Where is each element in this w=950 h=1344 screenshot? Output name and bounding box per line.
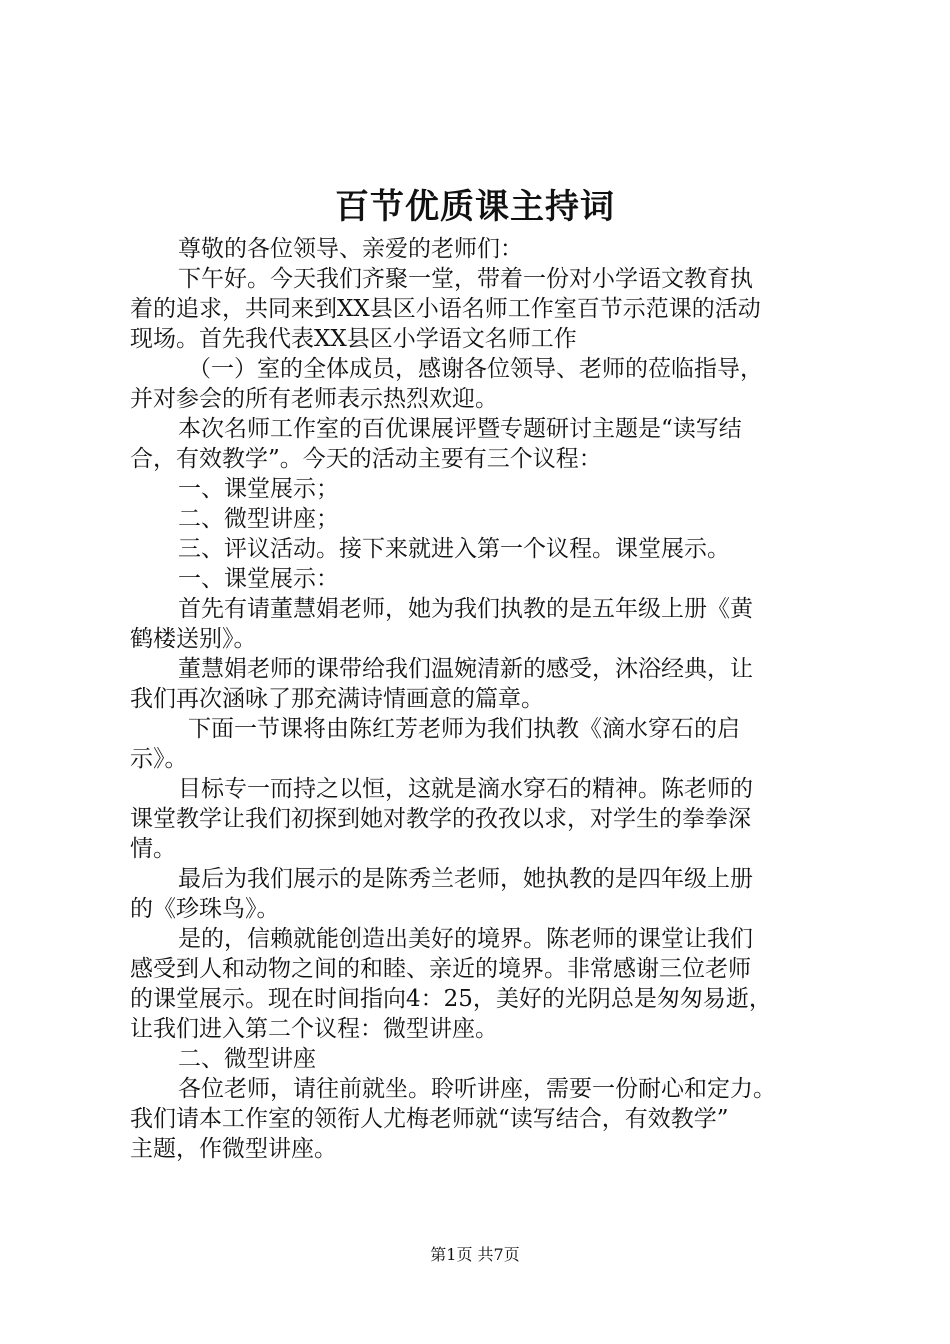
document-title: 百节优质课主持词 (335, 187, 615, 227)
paragraph-line: 目标专一而持之以恒，这就是滴水穿石的精神。陈老师的 (178, 776, 753, 802)
paragraph-line: 的课堂展示。现在时间指向4：25，美好的光阴总是匆匆易逝， (130, 986, 772, 1012)
paragraph-line: 本次名师工作室的百优课展评暨专题研讨主题是“读写结 (178, 416, 742, 442)
paragraph-line: 各位老师，请往前就坐。聆听讲座，需要一份耐心和定力。 (178, 1076, 776, 1102)
paragraph-line: 课堂教学让我们初探到她对教学的孜孜以求，对学生的拳拳深 (130, 806, 751, 832)
page-number: 第1页 共7页 (430, 1245, 520, 1264)
paragraph-line: 我们再次涵咏了那充满诗情画意的篇章。 (130, 686, 544, 712)
paragraph-line: 合，有效教学”。今天的活动主要有三个议程： (130, 446, 602, 472)
paragraph-line: 尊敬的各位领导、亲爱的老师们： (178, 236, 523, 262)
paragraph-line: （一）室的全体成员，感谢各位领导、老师的莅临指导， (188, 356, 763, 382)
paragraph-line: 主题，作微型讲座。 (130, 1136, 337, 1162)
paragraph-line: 着的追求，共同来到XX县区小语名师工作室百节示范课的活动 (130, 296, 761, 322)
paragraph-line: 情。 (130, 836, 176, 862)
paragraph-line: 我们请本工作室的领衔人尤梅老师就“读写结合，有效教学” (130, 1106, 729, 1132)
agenda-item: 二、微型讲座； (178, 506, 339, 532)
paragraph-line: 是的，信赖就能创造出美好的境界。陈老师的课堂让我们 (178, 926, 753, 952)
paragraph-line: 感受到人和动物之间的和睦、亲近的境界。非常感谢三位老师 (130, 956, 751, 982)
paragraph-line: 下面一节课将由陈红芳老师为我们执教《滴水穿石的启 (188, 716, 740, 742)
paragraph-line: 鹤楼送别》。 (130, 626, 257, 652)
paragraph-line: 下午好。今天我们齐聚一堂，带着一份对小学语文教育执 (178, 266, 753, 292)
agenda-item: 三、评议活动。接下来就进入第一个议程。课堂展示。 (178, 536, 730, 562)
paragraph-line: 首先有请董慧娟老师，她为我们执教的是五年级上册《黄 (178, 596, 753, 622)
document-body (130, 234, 836, 1164)
paragraph-line: 让我们进入第二个议程：微型讲座。 (130, 1016, 498, 1042)
paragraph-line: 示》。 (130, 746, 188, 772)
paragraph-line: 并对参会的所有老师表示热烈欢迎。 (130, 386, 498, 412)
paragraph-line: 现场。首先我代表XX县区小学语文名师工作 (130, 326, 577, 352)
section-heading: 一、课堂展示： (178, 566, 339, 592)
paragraph-line: 最后为我们展示的是陈秀兰老师，她执教的是四年级上册 (178, 866, 753, 892)
agenda-item: 一、课堂展示； (178, 476, 339, 502)
paragraph-line: 董慧娟老师的课带给我们温婉清新的感受，沐浴经典，让 (178, 656, 753, 682)
paragraph-line: 的《珍珠鸟》。 (130, 896, 280, 922)
section-heading: 二、微型讲座 (178, 1046, 316, 1072)
